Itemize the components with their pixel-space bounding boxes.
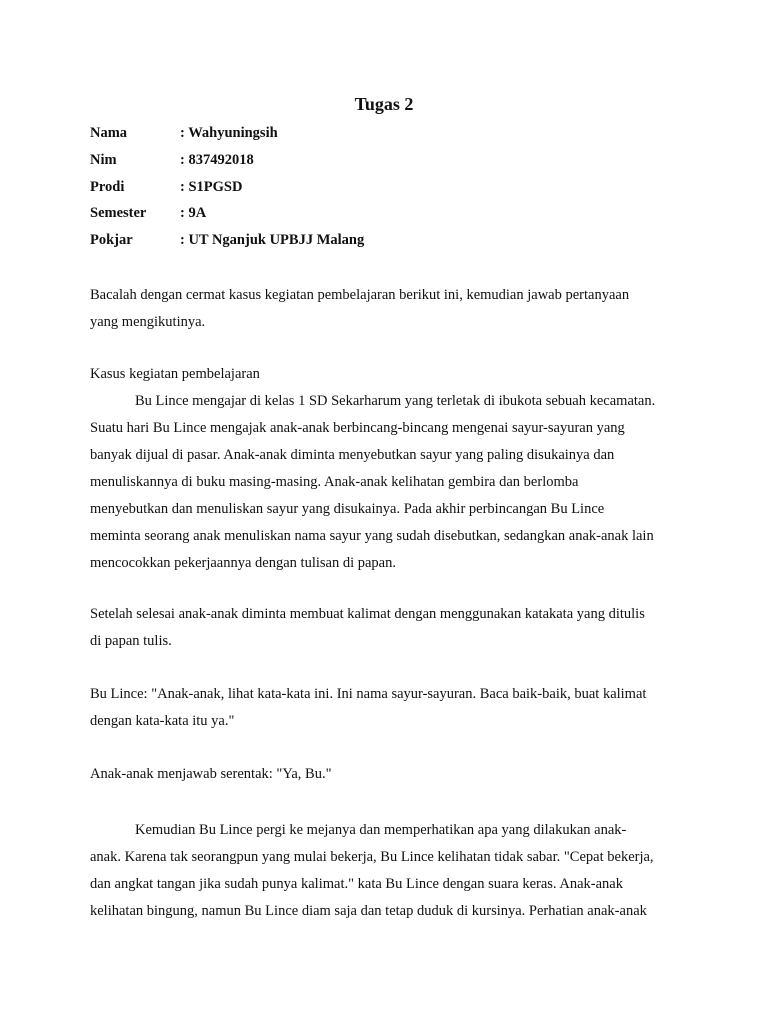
- text-line: Setelah selesai anak-anak diminta membuat kalimat dengan menggunakan katakata yang ditulis: [90, 606, 645, 622]
- identity-row-prodi: [90, 176, 364, 203]
- text-line: meminta seorang anak menuliskan nama sayur yang sudah disebutkan, sedangkan anak-anak lain: [90, 528, 654, 544]
- text-line: yang mengikutinya.: [90, 314, 206, 330]
- identity-value: : UT Nganjuk UPBJJ Malang: [180, 232, 365, 249]
- paragraph-5: [90, 817, 690, 925]
- text-line: mencocokkan pekerjaannya dengan tulisan di papan.: [90, 555, 396, 571]
- text-line: anak. Karena tak seorangpun yang mulai bekerja, Bu Lince kelihatan tidak sabar. "Cepat bekerja,: [90, 849, 654, 865]
- identity-row-pokjar: [90, 229, 364, 256]
- identity-row-semester: [90, 202, 364, 229]
- text-line: banyak dijual di pasar. Anak-anak diminta menyebutkan sayur yang paling disukainya dan: [90, 447, 615, 463]
- text-line: Anak-anak menjawab serentak: "Ya, Bu.": [90, 766, 332, 782]
- case-section: [90, 361, 690, 577]
- text-line: Suatu hari Bu Lince mengajak anak-anak berbincang-bincang mengenai sayur-sayuran yang: [90, 420, 625, 436]
- identity-label: Nama: [90, 125, 128, 141]
- text-line: kelihatan bingung, namun Bu Lince diam saja dan tetap duduk di kursinya. Perhatian anak-anak: [90, 903, 647, 919]
- identity-value: : Wahyuningsih: [180, 125, 278, 141]
- text-line: Bu Lince: "Anak-anak, lihat kata-kata ini. Ini nama sayur-sayuran. Baca baik-baik, buat kalimat: [90, 686, 647, 702]
- identity-label: Semester: [90, 205, 147, 222]
- instruction-paragraph: [90, 282, 690, 336]
- identity-label: Prodi: [90, 178, 125, 195]
- text-line: di papan tulis.: [90, 633, 172, 649]
- identity-label: Pokjar: [90, 232, 133, 249]
- document-title: Tugas 2: [354, 94, 414, 114]
- identity-row-nim: [90, 149, 364, 176]
- paragraph-2: [90, 601, 690, 655]
- identity-label: Nim: [90, 151, 117, 168]
- identity-value: : 837492018: [180, 151, 254, 168]
- text-line: dan angkat tangan jika sudah punya kalimat." kata Bu Lince dengan suara keras. Anak-anak: [90, 876, 623, 892]
- identity-value: : S1PGSD: [180, 178, 243, 195]
- identity-block: [90, 122, 364, 256]
- text-line: menyebutkan dan menuliskan sayur yang disukainya. Pada akhir perbincangan Bu Lince: [90, 501, 605, 517]
- text-line: Bu Lince mengajar di kelas 1 SD Sekarharum yang terletak di ibukota sebuah kecamatan.: [135, 393, 656, 409]
- text-line: menuliskannya di buku masing-masing. Anak-anak kelihatan gembira dan berlomba: [90, 474, 579, 490]
- case-heading: Kasus kegiatan pembelajaran: [90, 366, 260, 382]
- identity-value: : 9A: [180, 205, 207, 222]
- text-line: dengan kata-kata itu ya.": [90, 713, 235, 729]
- text-line: Kemudian Bu Lince pergi ke mejanya dan memperhatikan apa yang dilakukan anak-: [135, 822, 627, 838]
- paragraph-4: [90, 761, 690, 788]
- identity-row-nama: [90, 122, 364, 149]
- text-line: Bacalah dengan cermat kasus kegiatan pembelajaran berikut ini, kemudian jawab pertanyaan: [90, 287, 630, 303]
- paragraph-3: [90, 681, 690, 735]
